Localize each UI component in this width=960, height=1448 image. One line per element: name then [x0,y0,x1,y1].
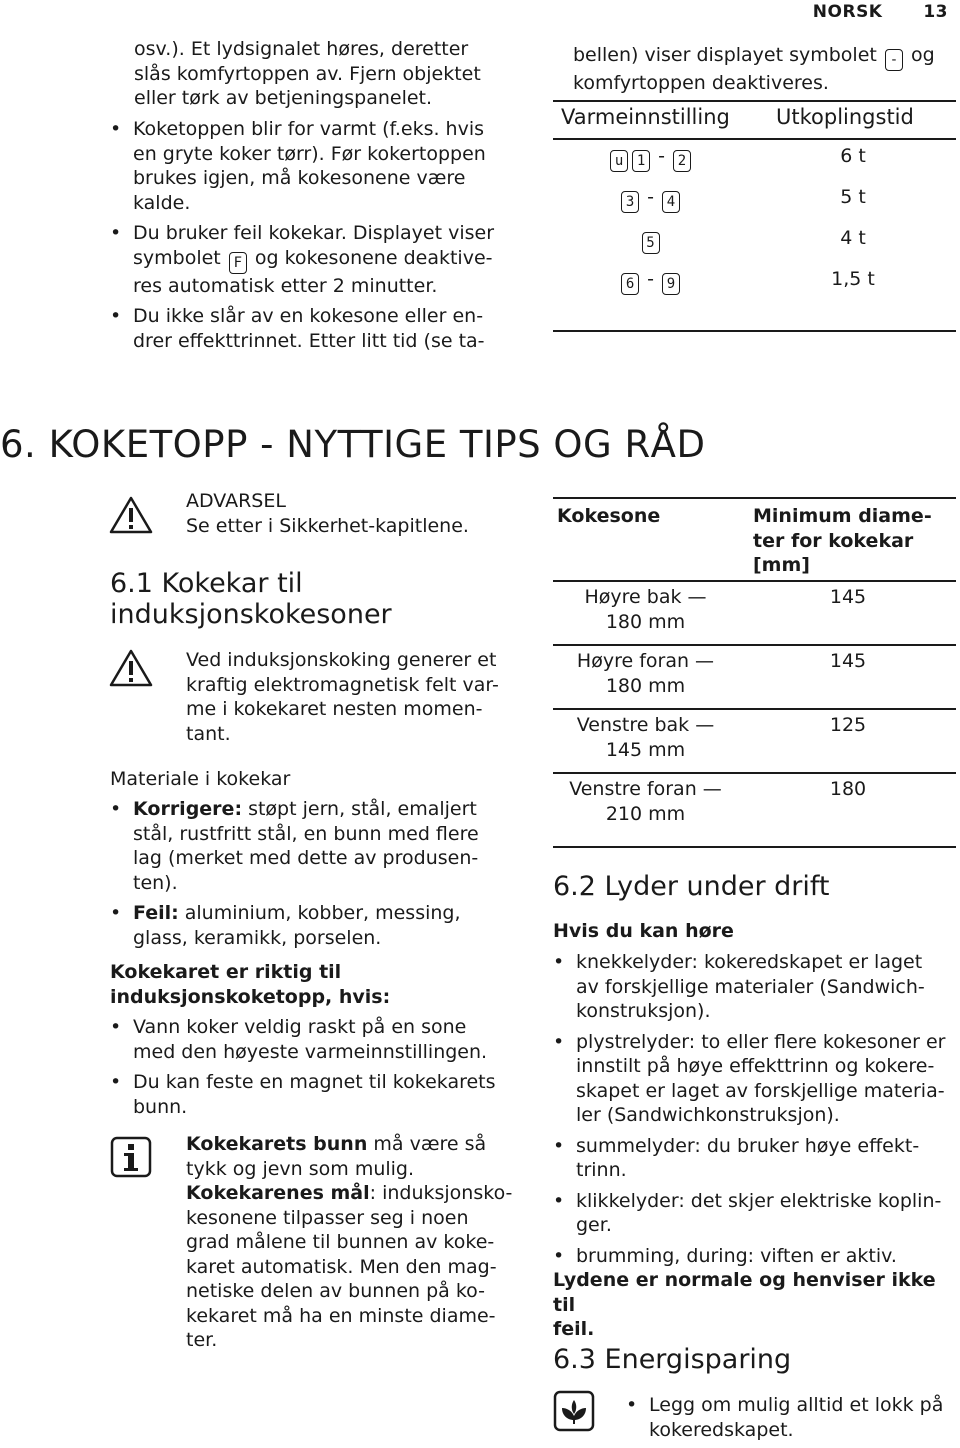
cooking-zone-text: Høyre foran — [576,650,715,672]
table-row [553,585,738,634]
display-symbol: u [610,150,628,172]
intro-line: eller tørk av betjeningspanelet. [134,87,433,109]
table-row [553,713,738,762]
left-top-bullets [110,117,520,359]
list-item: • Du kan feste en magnet til kokekarets bunn. [110,1070,530,1119]
display-symbol: 9 [662,273,680,295]
section-title: 6. KOKETOPP - NYTTIGE TIPS OG RÅD [0,423,706,466]
table-divider [553,580,956,582]
warning-icon [108,648,154,688]
warning-text: Se etter i Sikkerhet-kapitlene. [186,514,469,537]
subsection-title: 6.3 Energisparing [553,1344,792,1375]
display-symbol: 2 [673,150,691,172]
sounds-heading: Hvis du kan høre [553,920,734,942]
min-diameter-cell: 125 [829,714,867,736]
table-divider [553,772,956,774]
cooking-zone-text: Venstre bak — [576,714,715,736]
table-divider [553,644,956,646]
list-item: • Legg om mulig alltid et lokk på kokeredskapet. [626,1393,956,1442]
heat-setting-cell: 3 - 4 [553,185,748,213]
list-item: • summelyder: du bruker høye effekt- trinn. [553,1134,958,1183]
shutoff-time-cell: 6 t [840,145,866,167]
heat-setting-cell: 6 - 9 [553,267,748,295]
cooking-zone-text: Høyre bak — [584,586,707,608]
display-symbol: 6 [621,273,639,295]
intro-line: slås komfyrtoppen av. Fjern objektet [134,62,481,85]
min-diameter-cell: 145 [829,650,867,672]
list-item: • Korrigere: støpt jern, stål, emaljert stål, rustfritt stål, en bunn med flere lag (merket med dette av produsen- ten). [110,797,530,895]
subsection-title: 6.1 Kokekar til induksjonskokesoner [110,568,392,630]
warning-icon [108,495,154,535]
display-symbol: 1 [632,150,650,172]
heat-setting-cell [553,226,748,254]
page-header [813,2,948,22]
info-block: Kokekarets bunn må være så tykk og jevn som mulig. Kokekarenes mål: induksjonsko- kesonene tilpasser seg i noen grad målene til bunnen av koke- karet automatisk. Men den mag- netiske delen av bunnen på ko- kekaret må ha en minste diame- ter. [186,1133,513,1351]
min-diameter-cell: 145 [829,586,867,608]
warning-block: Ved induksjonskoking generer et kraftig elektromagnetisk felt var- me i kokekaret nesten momen- tant. [186,649,499,745]
table-divider [553,708,956,710]
heat-setting-cell: u 1 - 2 [553,144,748,172]
sounds-note: Lydene er normale og henviser ikke til [553,1269,936,1316]
sounds-note: feil. [553,1318,595,1340]
page-number: 13 [923,2,948,22]
list-item: • Koketoppen blir for varmt (f.eks. hvis en gryte koker tørr). Før kokertoppen brukes igjen, må kokesonene være kalde. [110,117,520,215]
material-heading: Materiale i kokekar [110,768,291,790]
material-list [110,797,530,956]
intro-line: osv.). Et lydsignalet høres, deretter [134,38,469,60]
list-item: • Feil: aluminium, kobber, messing, glass, keramikk, porselen. [110,901,530,950]
display-symbol: 5 [642,232,660,254]
eco-icon [553,1390,595,1432]
display-symbol-f: F [229,252,247,274]
warning-block [186,489,469,538]
list-item: • knekkelyder: kokeredskapet er laget av forskjellige materialer (Sandwich- konstruksjon). [553,950,958,1024]
list-item: • Vann koker veldig raskt på en sone med den høyeste varmeinnstillingen. [110,1015,530,1064]
table-header: Minimum diame- ter for kokekar [mm] [753,505,932,576]
table-header: Utkoplingstid [776,105,914,129]
shutoff-time-cell: 1,5 t [831,268,875,290]
table-row [553,777,738,826]
table-header: Varmeinnstilling [561,105,730,129]
cooking-zone-text: 180 mm [605,610,686,633]
correct-list [110,1015,530,1125]
min-diameter-cell: 180 [829,778,867,800]
display-symbol: 3 [621,191,639,213]
list-item: • Du ikke slår av en kokesone eller en- drer effekttrinnet. Etter litt tid (se ta- [110,304,520,353]
info-icon [110,1136,152,1178]
table-row [553,649,738,698]
sounds-list [553,950,958,1342]
cooking-zone-text: 180 mm [605,674,686,697]
cooking-zone-text: Venstre foran — [569,778,722,800]
shutoff-table [553,100,956,332]
left-top-text [134,37,514,111]
list-item: • plystrelyder: to eller flere kokesoner er innstilt på høye effekttrinn og kokere- skapet er laget av forskjellige materia- ler (Sandwichkonstruksjon). [553,1030,958,1128]
language-label: NORSK [812,2,883,22]
shutoff-time-cell: 4 t [840,227,866,249]
list-item: • Du bruker feil kokekar. Displayet viser symbolet F og kokesonene deaktive- res automatisk etter 2 minutter. [110,221,520,298]
shutoff-time-cell: 5 t [840,186,866,208]
warning-title: ADVARSEL [186,490,286,512]
table-header: Kokesone [557,505,661,527]
diameter-table [553,497,956,847]
display-symbol-dash: - [885,49,903,71]
cooking-zone-text: 145 mm [605,738,686,761]
display-symbol: 4 [662,191,680,213]
list-item: • klikkelyder: det skjer elektriske koplin- ger. [553,1189,958,1238]
energy-list [626,1393,956,1448]
right-top-text: bellen) viser displayet symbolet - og komfyrtoppen deaktiveres. [573,44,935,94]
cooking-zone-text: 210 mm [605,802,686,825]
subsection-title: 6.2 Lyder under drift [553,871,830,902]
correct-heading: Kokekaret er riktig til induksjonskoketopp, hvis: [110,961,391,1008]
list-item: • brumming, during: viften er aktiv. [553,1244,958,1269]
